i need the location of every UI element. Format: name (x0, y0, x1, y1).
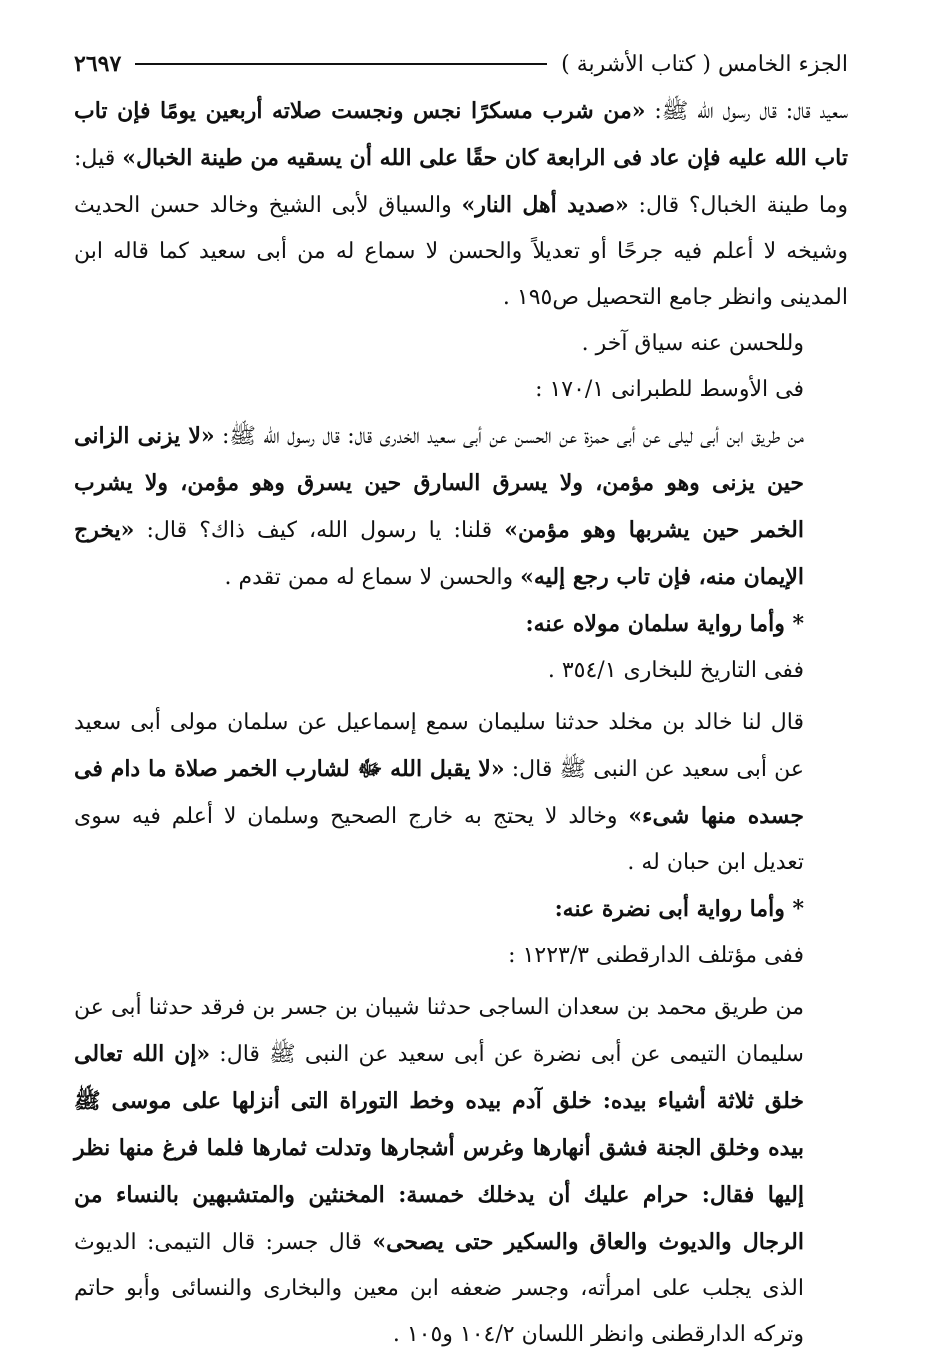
commentary-text: وخالد لا يحتج به خارج الصحيح وسلمان لا أعلم فيه سوى تعديل ابن حبان له . (74, 804, 804, 875)
paragraph (74, 413, 848, 601)
paragraph (74, 367, 848, 413)
page-header (74, 44, 848, 84)
commentary-text: والسياق لأبى الشيخ وخالد حسن الحديث وشيخه لا أعلم فيه جرحًا أو تعديلاً والحسن لا سماع له من أبى سعيد كما قاله ابن المدينى وانظر جامع التحصيل ص١٩٥ . (74, 193, 848, 310)
paragraph (74, 700, 848, 886)
commentary-text: قلنا: يا رسول الله، كيف ذاك؟ قال: (134, 518, 505, 543)
commentary-text: فى الأوسط للطبرانى ١٧٠/١ : (535, 377, 804, 402)
commentary-text: وللحسن عنه سياق آخر . (581, 331, 804, 356)
paragraph (74, 88, 848, 321)
paragraph (74, 648, 848, 694)
header-rule (135, 63, 547, 65)
hadith-text: «لا يزنى الزانى حين يزنى وهو مؤمن، ولا يسرق السارق حين يسرق وهو مؤمن، ولا يشرب الخمر حين يشربها وهو مؤمن» (74, 423, 804, 543)
commentary-text: ففى التاريخ للبخارى ٣٥٤/١ . (547, 658, 804, 683)
hadith-text: «صديد أهل النار» (461, 192, 629, 218)
hadith-text: «يخرج الإيمان منه، فإن تاب رجع إليه» (74, 517, 804, 590)
commentary-text: من طريق ابن أبى ليلى عن أبى حمزة عن الحسن عن أبى سعيد الخدرى قال: قال رسول الله ﷺ: (214, 424, 804, 449)
commentary-text: قيل: وما طينة الخبال؟ قال: (74, 146, 848, 218)
commentary-text: من طريق محمد بن سعدان الساجى حدثنا شيبان بن جسر بن فرقد حدثنا أبى عن سليمان التيمى عن أبى نضرة عن أبى سعيد عن النبى ﷺ قال: (74, 995, 804, 1067)
hadith-text: «إن الله تعالى خلق ثلاثة أشياء بيده: خلق آدم بيده وخط التوراة التى أنزلها على موسى ﷺ بيده وخلق الجنة فشق أنهارها وغرس أشجارها وتدلت ثمارها فلما فرغ منها نظر إليها فقال: حرام عليك أن يدخلك خمسة: المخنثين والمتشبهين بالنساء من الرجال والديوث والعاق والسكير حتى يصحى» (74, 1041, 804, 1255)
paragraph (74, 985, 848, 1358)
commentary-text: سعيد قال: قال رسول الله ﷺ: (645, 99, 848, 124)
commentary-text: قال لنا خالد بن مخلد حدثنا سليمان سمع إسماعيل عن سلمان مولى أبى سعيد عن أبى سعيد عن النبى ﷺ قال: (74, 710, 804, 782)
hadith-text: «من شرب مسكرًا نجس ونجست صلاته أربعين يومًا فإن تاب تاب الله عليه فإن عاد فى الرابعة كان حقًا على الله أن يسقيه من طينة الخبال» (74, 98, 848, 171)
hadith-text: * وأما رواية أبى نضرة عنه: (554, 896, 804, 922)
hadith-text: «لا يقبل الله ﷻ لشارب الخمر صلاة ما دام فى جسده منها شىء» (74, 756, 804, 829)
paragraph (74, 321, 848, 367)
commentary-text: قال جسر: قال التيمى: الديوث الذى يجلب على امرأته، وجسر ضعفه ابن معين والبخارى والنسائى وأبو حاتم وتركه الدارقطنى وانظر اللسان ١٠٤/٢ و١٠٥ . (74, 1230, 804, 1347)
commentary-text: والحسن لا سماع له ممن تقدم . (224, 565, 521, 590)
running-title: الجزء الخامس ( كتاب الأشربة ) (561, 51, 848, 77)
paragraph (74, 601, 848, 648)
paragraph (74, 933, 848, 979)
page-number: ٢٦٩٧ (74, 51, 122, 77)
hadith-text: * وأما رواية سلمان مولاه عنه: (525, 611, 804, 637)
body-text (74, 88, 848, 1358)
commentary-text: ففى مؤتلف الدارقطنى ١٢٢٣/٣ : (508, 943, 804, 968)
paragraph (74, 886, 848, 933)
